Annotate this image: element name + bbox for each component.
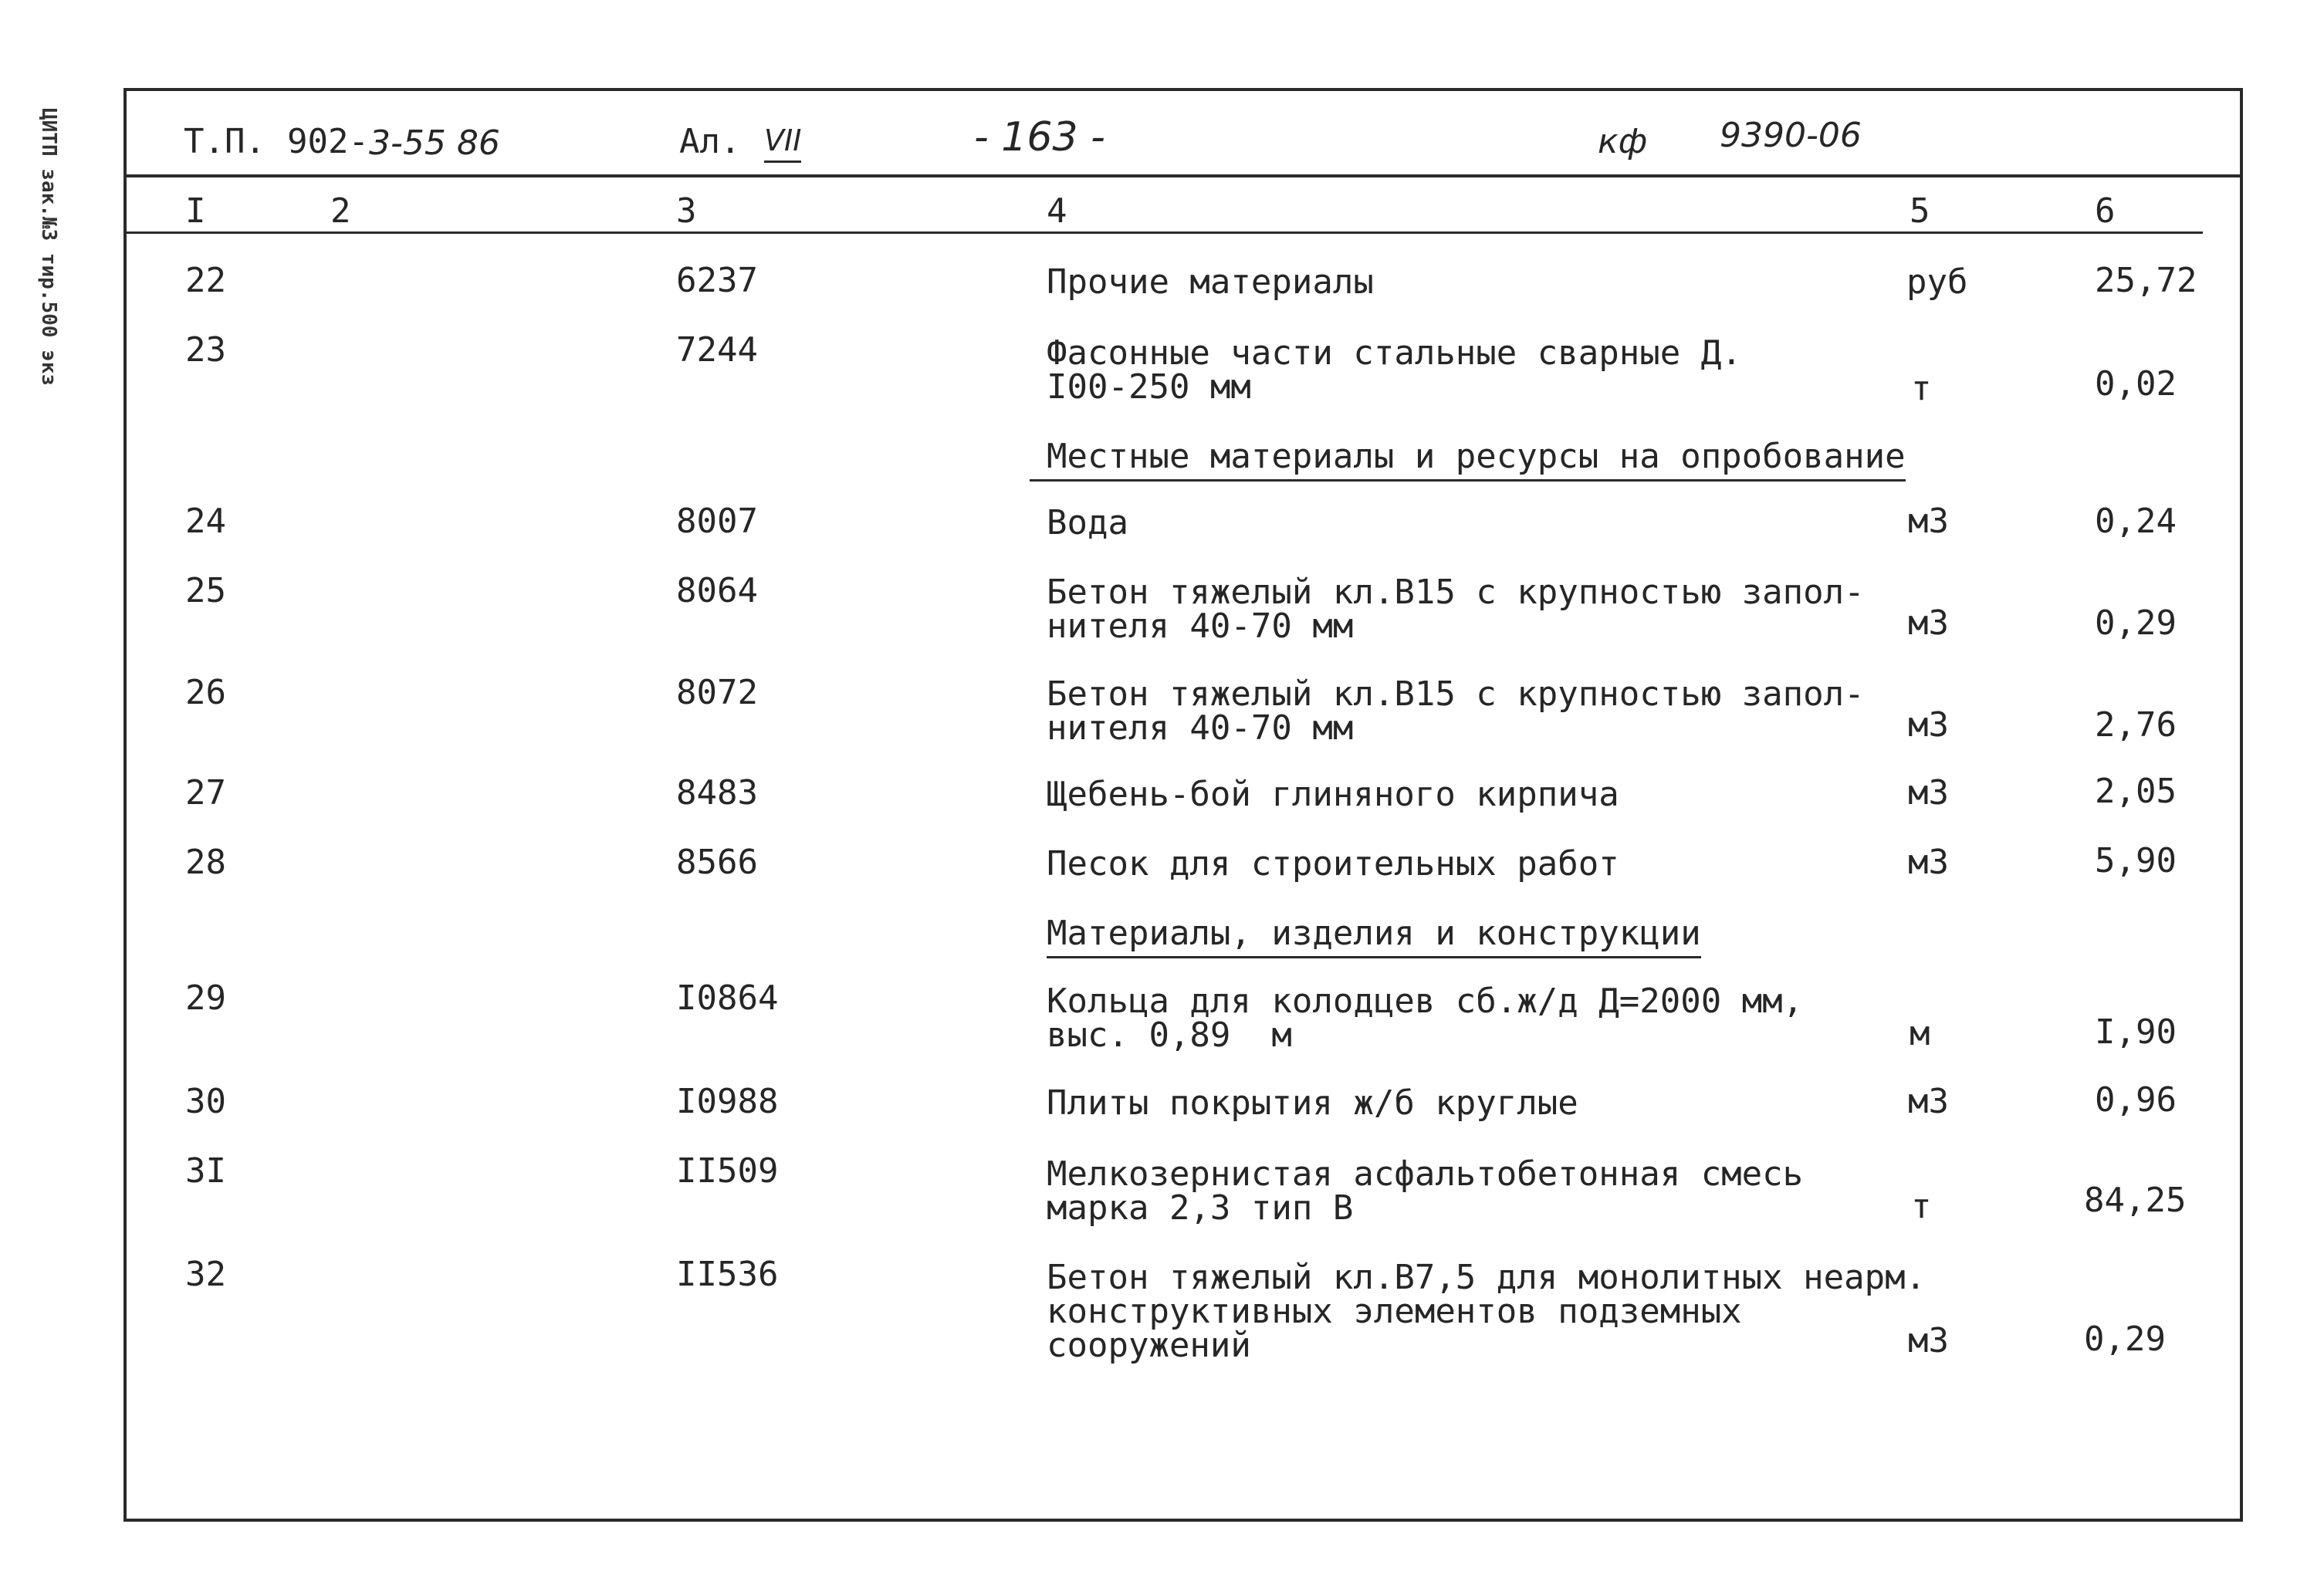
row-24-number: 24 (185, 502, 226, 541)
row-27-code: 8483 (676, 773, 758, 813)
row-30-number: 30 (185, 1082, 226, 1121)
column-number-3: 3 (676, 191, 697, 231)
row-24-description: Вода (1047, 503, 1128, 542)
row-22-code: 6237 (676, 261, 758, 300)
row-31-description-line-1: Мелкозернистая асфальтобетонная смесь (1047, 1154, 1804, 1194)
album-label: Ал. (679, 122, 741, 161)
row-27-number: 27 (185, 773, 226, 813)
row-25-description-line-1: Бетон тяжелый кл.В15 с крупностью запол- (1047, 573, 1865, 612)
row-23-code: 7244 (676, 330, 758, 370)
column-number-1: I (185, 191, 206, 231)
album-value: VII (764, 123, 801, 163)
column-number-6: 6 (2095, 191, 2116, 231)
row-29-number: 29 (185, 978, 226, 1018)
row-25-number: 25 (185, 571, 226, 610)
row-26-description-line-1: Бетон тяжелый кл.В15 с крупностью запол- (1047, 674, 1865, 714)
row-28-quantity: 5,90 (2095, 841, 2177, 880)
row-27-quantity: 2,05 (2095, 772, 2177, 811)
row-32-description-line-1: Бетон тяжелый кл.В7,5 для монолитных неарм. (1047, 1258, 1927, 1297)
row-31-unit: т (1911, 1187, 1932, 1226)
row-28-unit: м3 (1908, 843, 1949, 882)
row-32-unit: м3 (1908, 1321, 1949, 1360)
column-numbers-rule (127, 231, 2203, 234)
row-29-quantity: I,90 (2095, 1012, 2177, 1052)
row-31-code: II509 (676, 1151, 779, 1191)
row-26-description-line-2: нителя 40-70 мм (1047, 708, 1354, 748)
row-29-code: I0864 (676, 978, 779, 1018)
row-29-unit: м (1910, 1014, 1930, 1053)
row-30-quantity: 0,96 (2095, 1080, 2177, 1120)
row-26-number: 26 (185, 673, 226, 712)
row-27-description: Щебень-бой глиняного кирпича (1047, 775, 1619, 814)
row-32-code: II536 (676, 1255, 779, 1294)
tp-label: Т.П. (184, 122, 266, 161)
code-value: 9390-06 (1720, 116, 1862, 155)
row-30-description: Плиты покрытия ж/б круглые (1047, 1083, 1578, 1123)
column-number-4: 4 (1047, 191, 1067, 231)
row-24-quantity: 0,24 (2095, 502, 2177, 541)
row-22-quantity: 25,72 (2095, 261, 2197, 300)
row-22-unit: руб (1906, 262, 1968, 302)
row-32-description-line-2: конструктивных элементов подземных (1047, 1292, 1742, 1331)
row-22-number: 22 (185, 261, 226, 300)
row-23-description-line-1: Фасонные части стальные сварные Д. (1047, 333, 1742, 373)
row-28-number: 28 (185, 843, 226, 882)
row-22-description: Прочие материалы (1047, 262, 1374, 302)
row-27-unit: м3 (1908, 773, 1949, 813)
row-30-code: I0988 (676, 1082, 779, 1121)
row-26-code: 8072 (676, 673, 758, 712)
section-heading-materials-products: Материалы, изделия и конструкции (1047, 914, 1701, 958)
row-25-unit: м3 (1908, 603, 1949, 643)
row-32-quantity: 0,29 (2084, 1320, 2166, 1359)
section-heading-local-materials: Местные материалы и ресурсы на опробование (1030, 437, 1906, 482)
row-23-description-line-2: I00-250 мм (1047, 367, 1251, 407)
row-25-description-line-2: нителя 40-70 мм (1047, 607, 1354, 646)
row-32-number: 32 (185, 1255, 226, 1294)
tp-number-handwritten: 3-55 86 (369, 123, 500, 163)
row-28-code: 8566 (676, 843, 758, 882)
side-stamp: ЦИТП зак.№3 тир.500 экз (37, 108, 60, 387)
code-label: кф (1598, 122, 1648, 161)
row-24-unit: м3 (1908, 502, 1949, 541)
row-28-description: Песок для строительных работ (1047, 844, 1619, 884)
row-23-number: 23 (185, 330, 226, 370)
column-number-5: 5 (1910, 191, 1930, 231)
row-23-unit: т (1911, 369, 1932, 408)
row-26-quantity: 2,76 (2095, 705, 2177, 745)
row-23-quantity: 0,02 (2095, 364, 2177, 404)
page-number: - 163 - (974, 114, 1105, 161)
row-31-description-line-2: марка 2,3 тип В (1047, 1188, 1354, 1228)
row-29-description-line-1: Кольца для колодцев сб.ж/д Д=2000 мм, (1047, 982, 1804, 1021)
row-32-description-line-3: сооружений (1047, 1326, 1251, 1365)
column-number-2: 2 (330, 191, 351, 231)
row-26-unit: м3 (1908, 705, 1949, 745)
row-31-quantity: 84,25 (2084, 1181, 2187, 1220)
row-29-description-line-2: выс. 0,89 м (1047, 1015, 1292, 1055)
row-25-code: 8064 (676, 571, 758, 610)
tp-number: 902- (287, 122, 369, 161)
row-24-code: 8007 (676, 502, 758, 541)
row-25-quantity: 0,29 (2095, 603, 2177, 643)
row-30-unit: м3 (1908, 1082, 1949, 1121)
row-31-number: 3I (185, 1151, 226, 1191)
header-rule (127, 174, 2240, 177)
